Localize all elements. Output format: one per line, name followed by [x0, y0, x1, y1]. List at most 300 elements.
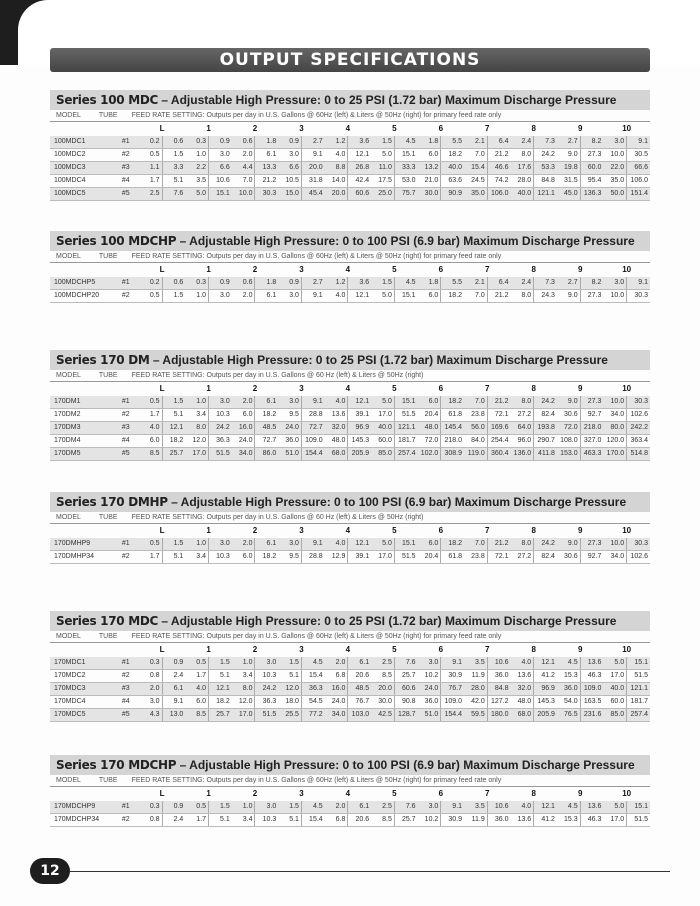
liters-value-cell: 92.7: [580, 409, 603, 422]
liters-value-cell: 163.5: [580, 696, 603, 709]
gallons-value-cell: 14.0: [325, 175, 348, 188]
gallons-value-cell: 102.0: [418, 448, 441, 461]
section-series-name: Series 170 DMHP: [56, 495, 168, 509]
section-heading: [50, 755, 650, 775]
gallons-value-cell: 17.0: [603, 670, 626, 683]
liters-value-cell: 360.4: [487, 448, 510, 461]
spec-section: [50, 350, 650, 461]
model-cell: 170MDC3: [50, 683, 113, 696]
gallons-value-cell: 13.6: [325, 409, 348, 422]
liters-value-cell: 30.5: [627, 149, 650, 162]
gallons-value-cell: 0.3: [185, 136, 208, 149]
model-label: MODEL: [56, 777, 81, 784]
gallons-value-cell: 6.8: [325, 814, 348, 827]
liters-value-cell: 60.6: [394, 683, 417, 696]
section-heading: [50, 90, 650, 110]
gallons-value-cell: 25.0: [371, 188, 394, 201]
gallons-value-cell: 2.1: [464, 277, 487, 290]
gallons-value-cell: 35.0: [464, 188, 487, 201]
tube-cell: #5: [113, 448, 139, 461]
liters-value-cell: 41.2: [534, 670, 557, 683]
gallons-value-cell: 22.0: [603, 162, 626, 175]
liters-value-cell: 205.9: [534, 709, 557, 722]
model-label: MODEL: [56, 372, 81, 379]
feed-rate-header: L: [159, 124, 165, 133]
liters-value-cell: 33.3: [394, 162, 417, 175]
liters-value-cell: 12.1: [209, 683, 232, 696]
gallons-value-cell: 24.0: [232, 435, 255, 448]
tube-cell: #1: [113, 136, 139, 149]
gallons-value-cell: 0.8: [139, 670, 162, 683]
gallons-value-cell: 85.0: [603, 709, 626, 722]
spec-section: [50, 755, 650, 827]
tube-cell: #5: [113, 709, 139, 722]
feed-rate-header: 3: [299, 526, 304, 535]
liters-value-cell: 13.3: [255, 162, 278, 175]
gallons-value-cell: 1.8: [418, 136, 441, 149]
gallons-value-cell: 5.0: [371, 538, 394, 551]
liters-value-cell: 86.0: [255, 448, 278, 461]
liters-value-cell: 66.6: [627, 162, 650, 175]
table-header-row: [50, 382, 650, 396]
feed-rate-header: 4: [345, 789, 351, 798]
gallons-value-cell: 6.6: [278, 162, 301, 175]
gallons-value-cell: 7.0: [464, 538, 487, 551]
gallons-value-cell: 54.0: [557, 696, 580, 709]
feed-rate-header: 2: [252, 384, 258, 393]
gallons-value-cell: 27.2: [510, 551, 533, 564]
spec-section: [50, 90, 650, 201]
gallons-value-cell: 48.0: [325, 435, 348, 448]
gallons-value-cell: 60.0: [371, 435, 394, 448]
gallons-value-cell: 1.0: [232, 657, 255, 670]
gallons-value-cell: 10.0: [603, 149, 626, 162]
feed-rate-header: 10: [622, 789, 632, 798]
tube-cell: #2: [113, 149, 139, 162]
liters-value-cell: 5.1: [209, 814, 232, 827]
model-label: MODEL: [56, 633, 81, 640]
gallons-value-cell: 4.0: [325, 396, 348, 409]
liters-value-cell: 0.9: [162, 801, 185, 814]
feed-rate-header: 6: [438, 265, 444, 274]
section-subheading: [50, 370, 650, 382]
liters-value-cell: 42.4: [348, 175, 371, 188]
gallons-value-cell: 9.0: [557, 290, 580, 303]
section-description: – Adjustable High Pressure: 0 to 100 PSI (6.9 bar) Maximum Discharge Pressure: [179, 758, 635, 772]
gallons-value-cell: 2.5: [371, 801, 394, 814]
liters-value-cell: 92.7: [580, 551, 603, 564]
liters-value-cell: 9.1: [301, 538, 324, 551]
feed-rate-header: 4: [345, 265, 351, 274]
liters-value-cell: 3.0: [255, 657, 278, 670]
liters-value-cell: 5.1: [162, 175, 185, 188]
feed-rate-header: 10: [622, 526, 632, 535]
gallons-value-cell: 23.8: [464, 409, 487, 422]
feed-rate-header: 6: [438, 124, 444, 133]
feed-rate-header: 7: [485, 789, 490, 798]
gallons-value-cell: 5.0: [371, 149, 394, 162]
model-cell: 170MDC4: [50, 696, 113, 709]
feed-rate-header: 10: [622, 265, 632, 274]
section-subheading: [50, 110, 650, 122]
gallons-value-cell: 40.0: [510, 188, 533, 201]
gallons-value-cell: 10.0: [603, 290, 626, 303]
gallons-value-cell: 96.0: [510, 435, 533, 448]
gallons-value-cell: 9.5: [278, 551, 301, 564]
gallons-value-cell: 25.5: [278, 709, 301, 722]
feed-rate-header: 1: [206, 124, 211, 133]
feed-rate-header: 9: [577, 789, 583, 798]
liters-value-cell: 30.9: [441, 670, 464, 683]
liters-value-cell: 1.5: [209, 801, 232, 814]
table-row: [50, 409, 650, 422]
gallons-value-cell: 3.0: [278, 538, 301, 551]
liters-value-cell: 6.1: [255, 538, 278, 551]
tube-cell: #1: [113, 801, 139, 814]
liters-value-cell: 21.2: [487, 290, 510, 303]
table-row: [50, 801, 650, 814]
feed-rate-header: 7: [485, 265, 490, 274]
gallons-value-cell: 0.5: [139, 396, 162, 409]
liters-value-cell: 8.2: [580, 277, 603, 290]
section-series-name: Series 170 MDC: [56, 614, 159, 628]
feed-rate-note: FEED RATE SETTING: Outputs per day in U.S. Gallons @ 60Hz (left) & Liters @ 50Hz (right) for primary feed rate only: [131, 777, 502, 784]
gallons-value-cell: 17.6: [510, 162, 533, 175]
tube-cell: #2: [113, 670, 139, 683]
liters-value-cell: 1.5: [162, 538, 185, 551]
table-row: [50, 551, 650, 564]
gallons-value-cell: 0.5: [185, 657, 208, 670]
gallons-value-cell: 9.0: [557, 149, 580, 162]
feed-rate-header: 7: [485, 124, 490, 133]
liters-value-cell: 0.6: [162, 136, 185, 149]
table-row: [50, 162, 650, 175]
gallons-value-cell: 7.0: [464, 290, 487, 303]
table-header-row: [50, 787, 650, 801]
liters-value-cell: 1.5: [162, 396, 185, 409]
feed-rate-header: 9: [577, 384, 583, 393]
table-row: [50, 149, 650, 162]
liters-value-cell: 12.1: [348, 149, 371, 162]
liters-value-cell: 4.5: [301, 801, 324, 814]
section-subheading: [50, 251, 650, 263]
feed-rate-header: 10: [622, 384, 632, 393]
spec-section: [50, 611, 650, 722]
gallons-value-cell: 6.0: [418, 396, 441, 409]
liters-value-cell: 181.7: [394, 435, 417, 448]
gallons-value-cell: 17.5: [371, 175, 394, 188]
liters-value-cell: 7.6: [162, 188, 185, 201]
liters-value-cell: 77.2: [301, 709, 324, 722]
liters-value-cell: 24.2: [534, 538, 557, 551]
feed-rate-header: 3: [299, 645, 304, 654]
table-row: [50, 422, 650, 435]
gallons-value-cell: 30.0: [418, 188, 441, 201]
gallons-value-cell: 2.0: [139, 683, 162, 696]
liters-value-cell: 51.5: [209, 448, 232, 461]
liters-value-cell: 3.6: [348, 136, 371, 149]
feed-rate-note: FEED RATE SETTING: Outputs per day in U.S. Gallons @ 60Hz (left) & Liters @ 50Hz (right) for primary feed rate only: [131, 633, 502, 640]
model-cell: 100MDC4: [50, 175, 113, 188]
liters-value-cell: 242.2: [627, 422, 650, 435]
liters-value-cell: 18.2: [441, 538, 464, 551]
gallons-value-cell: 12.0: [278, 683, 301, 696]
liters-value-cell: 514.8: [627, 448, 650, 461]
feed-rate-header: 7: [485, 645, 490, 654]
gallons-value-cell: 24.0: [418, 683, 441, 696]
tube-cell: #5: [113, 188, 139, 201]
gallons-value-cell: 48.0: [510, 696, 533, 709]
feed-rate-header: 1: [206, 265, 211, 274]
liters-value-cell: 9.1: [441, 801, 464, 814]
gallons-value-cell: 0.5: [139, 538, 162, 551]
gallons-value-cell: 0.2: [139, 136, 162, 149]
gallons-value-cell: 2.7: [557, 277, 580, 290]
model-cell: 100MDC5: [50, 188, 113, 201]
spec-table: [50, 787, 650, 827]
gallons-value-cell: 16.0: [232, 422, 255, 435]
liters-value-cell: 193.8: [534, 422, 557, 435]
liters-value-cell: 463.3: [580, 448, 603, 461]
liters-value-cell: 2.7: [301, 277, 324, 290]
feed-rate-header: 2: [252, 526, 258, 535]
gallons-value-cell: 4.0: [185, 683, 208, 696]
tube-cell: #4: [113, 696, 139, 709]
liters-value-cell: 5.5: [441, 277, 464, 290]
table-row: [50, 538, 650, 551]
model-label: MODEL: [56, 112, 81, 119]
gallons-value-cell: 10.0: [603, 396, 626, 409]
gallons-value-cell: 4.3: [139, 709, 162, 722]
feed-rate-header: 4: [345, 526, 351, 535]
liters-value-cell: 36.3: [255, 696, 278, 709]
liters-value-cell: 21.2: [487, 538, 510, 551]
liters-value-cell: 169.6: [487, 422, 510, 435]
model-cell: 170DM1: [50, 396, 113, 409]
gallons-value-cell: 2.0: [325, 801, 348, 814]
liters-value-cell: 18.2: [441, 396, 464, 409]
liters-value-cell: 53.0: [394, 175, 417, 188]
liters-value-cell: 18.2: [441, 149, 464, 162]
gallons-value-cell: 15.0: [278, 188, 301, 201]
gallons-value-cell: 6.0: [418, 538, 441, 551]
gallons-value-cell: 5.1: [278, 670, 301, 683]
gallons-value-cell: 15.4: [464, 162, 487, 175]
liters-value-cell: 4.5: [394, 136, 417, 149]
liters-value-cell: 36.3: [209, 435, 232, 448]
model-cell: 100MDCHP20: [50, 290, 113, 303]
model-cell: 170MDC5: [50, 709, 113, 722]
gallons-value-cell: 4.0: [510, 657, 533, 670]
section-heading: [50, 231, 650, 251]
gallons-value-cell: 7.0: [464, 396, 487, 409]
liters-value-cell: 82.4: [534, 409, 557, 422]
gallons-value-cell: 1.0: [185, 396, 208, 409]
section-description: – Adjustable High Pressure: 0 to 25 PSI (1.72 bar) Maximum Discharge Pressure: [161, 93, 617, 107]
liters-value-cell: 72.7: [301, 422, 324, 435]
gallons-value-cell: 5.0: [185, 188, 208, 201]
gallons-value-cell: 59.5: [464, 709, 487, 722]
gallons-value-cell: 51.0: [278, 448, 301, 461]
tube-cell: #3: [113, 683, 139, 696]
liters-value-cell: 51.5: [627, 814, 650, 827]
tube-cell: #1: [113, 538, 139, 551]
liters-value-cell: 39.1: [348, 551, 371, 564]
liters-value-cell: 90.8: [394, 696, 417, 709]
gallons-value-cell: 11.9: [464, 670, 487, 683]
feed-rate-header: 8: [531, 645, 536, 654]
liters-value-cell: 15.1: [394, 538, 417, 551]
feed-rate-header: L: [159, 645, 165, 654]
gallons-value-cell: 3.0: [278, 290, 301, 303]
model-cell: 170MDCHP9: [50, 801, 113, 814]
liters-value-cell: 106.0: [487, 188, 510, 201]
liters-value-cell: 9.1: [627, 277, 650, 290]
liters-value-cell: 20.6: [348, 670, 371, 683]
gallons-value-cell: 170.0: [603, 448, 626, 461]
table-row: [50, 657, 650, 670]
feed-rate-header: 8: [531, 789, 536, 798]
gallons-value-cell: 85.0: [371, 448, 394, 461]
feed-rate-header: 3: [299, 789, 304, 798]
model-cell: 170DMHP9: [50, 538, 113, 551]
gallons-value-cell: 6.0: [418, 149, 441, 162]
gallons-value-cell: 31.5: [557, 175, 580, 188]
liters-value-cell: 30.9: [441, 814, 464, 827]
liters-value-cell: 6.6: [209, 162, 232, 175]
liters-value-cell: 30.3: [627, 290, 650, 303]
liters-value-cell: 41.2: [534, 814, 557, 827]
liters-value-cell: 30.3: [627, 396, 650, 409]
table-header-row: [50, 122, 650, 136]
gallons-value-cell: 15.3: [557, 670, 580, 683]
gallons-value-cell: 3.0: [418, 657, 441, 670]
liters-value-cell: 1.5: [209, 657, 232, 670]
gallons-value-cell: 1.1: [139, 162, 162, 175]
feed-rate-header: 9: [577, 526, 583, 535]
liters-value-cell: 5.1: [162, 409, 185, 422]
section-series-name: Series 100 MDC: [56, 93, 159, 107]
gallons-value-cell: 2.2: [185, 162, 208, 175]
liters-value-cell: 20.6: [348, 814, 371, 827]
feed-rate-header: 1: [206, 789, 211, 798]
gallons-value-cell: 3.0: [139, 696, 162, 709]
gallons-value-cell: 30.0: [371, 696, 394, 709]
liters-value-cell: 18.2: [441, 290, 464, 303]
feed-rate-header: 5: [392, 789, 397, 798]
liters-value-cell: 103.0: [348, 709, 371, 722]
liters-value-cell: 24.3: [534, 290, 557, 303]
gallons-value-cell: 1.7: [139, 175, 162, 188]
table-row: [50, 448, 650, 461]
liters-value-cell: 61.8: [441, 409, 464, 422]
liters-value-cell: 363.4: [627, 435, 650, 448]
liters-value-cell: 9.1: [441, 657, 464, 670]
gallons-value-cell: 24.0: [325, 696, 348, 709]
gallons-value-cell: 6.0: [232, 409, 255, 422]
gallons-value-cell: 17.0: [185, 448, 208, 461]
feed-rate-header: 7: [485, 526, 490, 535]
gallons-value-cell: 9.0: [557, 538, 580, 551]
gallons-value-cell: 3.4: [185, 551, 208, 564]
gallons-value-cell: 3.4: [185, 409, 208, 422]
gallons-value-cell: 34.0: [603, 409, 626, 422]
gallons-value-cell: 8.0: [185, 422, 208, 435]
gallons-value-cell: 8.8: [325, 162, 348, 175]
gallons-value-cell: 4.4: [232, 162, 255, 175]
liters-value-cell: 121.1: [627, 683, 650, 696]
gallons-value-cell: 15.3: [557, 814, 580, 827]
gallons-value-cell: 3.0: [603, 136, 626, 149]
gallons-value-cell: 8.0: [510, 290, 533, 303]
gallons-value-cell: 0.2: [139, 277, 162, 290]
gallons-value-cell: 10.2: [418, 814, 441, 827]
table-row: [50, 396, 650, 409]
gallons-value-cell: 18.0: [278, 696, 301, 709]
gallons-value-cell: 4.0: [139, 422, 162, 435]
gallons-value-cell: 8.5: [185, 709, 208, 722]
liters-value-cell: 0.9: [209, 136, 232, 149]
gallons-value-cell: 35.0: [603, 175, 626, 188]
liters-value-cell: 7.6: [394, 657, 417, 670]
liters-value-cell: 10.3: [209, 551, 232, 564]
gallons-value-cell: 1.2: [325, 136, 348, 149]
gallons-value-cell: 6.0: [185, 696, 208, 709]
liters-value-cell: 10.6: [487, 801, 510, 814]
liters-value-cell: 60.0: [580, 162, 603, 175]
section-series-name: Series 170 DM: [56, 353, 150, 367]
liters-value-cell: 10.6: [487, 657, 510, 670]
liters-value-cell: 27.3: [580, 290, 603, 303]
liters-value-cell: 27.3: [580, 538, 603, 551]
table-row: [50, 709, 650, 722]
model-cell: 100MDC2: [50, 149, 113, 162]
liters-value-cell: 102.6: [627, 409, 650, 422]
gallons-value-cell: 0.3: [139, 657, 162, 670]
liters-value-cell: 7.3: [534, 136, 557, 149]
feed-rate-note: FEED RATE SETTING: Outputs per day in U.S. Gallons @ 60Hz (left) & Liters @ 50Hz (right) for primary feed rate only: [131, 112, 502, 119]
liters-value-cell: 15.4: [301, 814, 324, 827]
gallons-value-cell: 1.7: [185, 814, 208, 827]
gallons-value-cell: 2.1: [464, 136, 487, 149]
gallons-value-cell: 10.0: [232, 188, 255, 201]
liters-value-cell: 96.9: [534, 683, 557, 696]
liters-value-cell: 18.2: [255, 409, 278, 422]
liters-value-cell: 128.7: [394, 709, 417, 722]
liters-value-cell: 72.1: [487, 551, 510, 564]
gallons-value-cell: 8.0: [510, 538, 533, 551]
gallons-value-cell: 2.0: [325, 657, 348, 670]
feed-rate-header: 6: [438, 645, 444, 654]
gallons-value-cell: 30.6: [557, 409, 580, 422]
liters-value-cell: 8.2: [580, 136, 603, 149]
model-cell: 170DM3: [50, 422, 113, 435]
gallons-value-cell: 2.4: [510, 136, 533, 149]
gallons-value-cell: 80.0: [603, 422, 626, 435]
gallons-value-cell: 3.5: [464, 801, 487, 814]
gallons-value-cell: 51.0: [418, 709, 441, 722]
feed-rate-header: L: [159, 789, 165, 798]
liters-value-cell: 15.1: [209, 188, 232, 201]
liters-value-cell: 0.9: [209, 277, 232, 290]
liters-value-cell: 205.9: [348, 448, 371, 461]
tube-label: TUBE: [98, 253, 118, 260]
liters-value-cell: 72.1: [487, 409, 510, 422]
feed-rate-header: 10: [622, 645, 632, 654]
gallons-value-cell: 5.0: [371, 290, 394, 303]
liters-value-cell: 6.1: [348, 657, 371, 670]
liters-value-cell: 5.5: [441, 136, 464, 149]
